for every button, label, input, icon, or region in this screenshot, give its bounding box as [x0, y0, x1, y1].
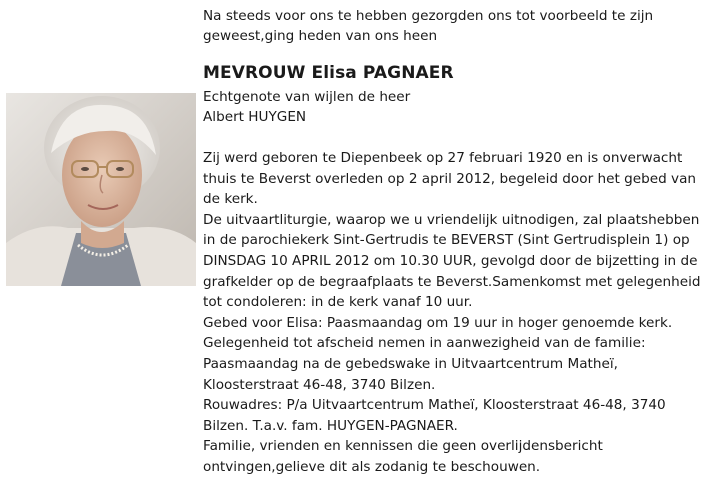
body-line: Kloosterstraat 46-48, 3740 Bilzen. [203, 376, 436, 393]
body-line: DINSDAG 10 APRIL 2012 om 10.30 UUR, gevolgd door de bijzetting in de [203, 252, 698, 269]
body-line: grafkelder op de begraafplaats te Beverst.Samenkomst met gelegenheid [203, 273, 701, 290]
body-line: Bilzen. T.a.v. fam. HUYGEN-PAGNAER. [203, 417, 458, 434]
intro-text [203, 6, 693, 46]
body-line: Gelegenheid tot afscheid nemen in aanwezigheid van de familie: [203, 335, 646, 352]
body-line: thuis te Beverst overleden op 2 april 2012, begeleid door het gebed van [203, 170, 697, 187]
body-line: De uitvaartliturgie, waarop we u vriendelijk uitnodigen, zal plaatshebben [203, 211, 700, 228]
body-line: Gebed voor Elisa: Paasmaandag om 19 uur in hoger genoemde kerk. [203, 314, 673, 331]
intro-line-1: Na steeds voor ons te hebben gezorgden ons tot voorbeeld te zijn [203, 8, 654, 24]
body-line: Familie, vrienden en kennissen die geen overlijdensbericht [203, 438, 603, 455]
spouse-line-1: Echtgenote van wijlen de heer [203, 89, 411, 105]
spouse-line-2: Albert HUYGEN [203, 109, 307, 125]
body-line: ontvingen,gelieve dit als zodanig te beschouwen. [203, 458, 541, 475]
spouse-info [203, 87, 410, 127]
body-line: in de parochiekerk Sint-Gertrudis te BEVERST (Sint Gertrudisplein 1) op [203, 232, 690, 249]
body-line: de kerk. [203, 191, 258, 208]
body-line: Rouwadres: P/a Uitvaartcentrum Matheï, Kloosterstraat 46-48, 3740 [203, 397, 666, 414]
portrait-image [6, 93, 196, 286]
deceased-name: MEVROUW Elisa PAGNAER [203, 63, 454, 83]
body-line: Paasmaandag na de gebedswake in Uitvaartcentrum Matheï, [203, 355, 618, 372]
body-line: Zij werd geboren te Diepenbeek op 27 februari 1920 en is onverwacht [203, 150, 683, 166]
intro-line-2: geweest,ging heden van ons heen [203, 28, 438, 44]
portrait-photo [6, 93, 196, 286]
obituary-body [203, 148, 701, 478]
body-line: tot condoleren: in de kerk vanaf 10 uur. [203, 294, 473, 311]
